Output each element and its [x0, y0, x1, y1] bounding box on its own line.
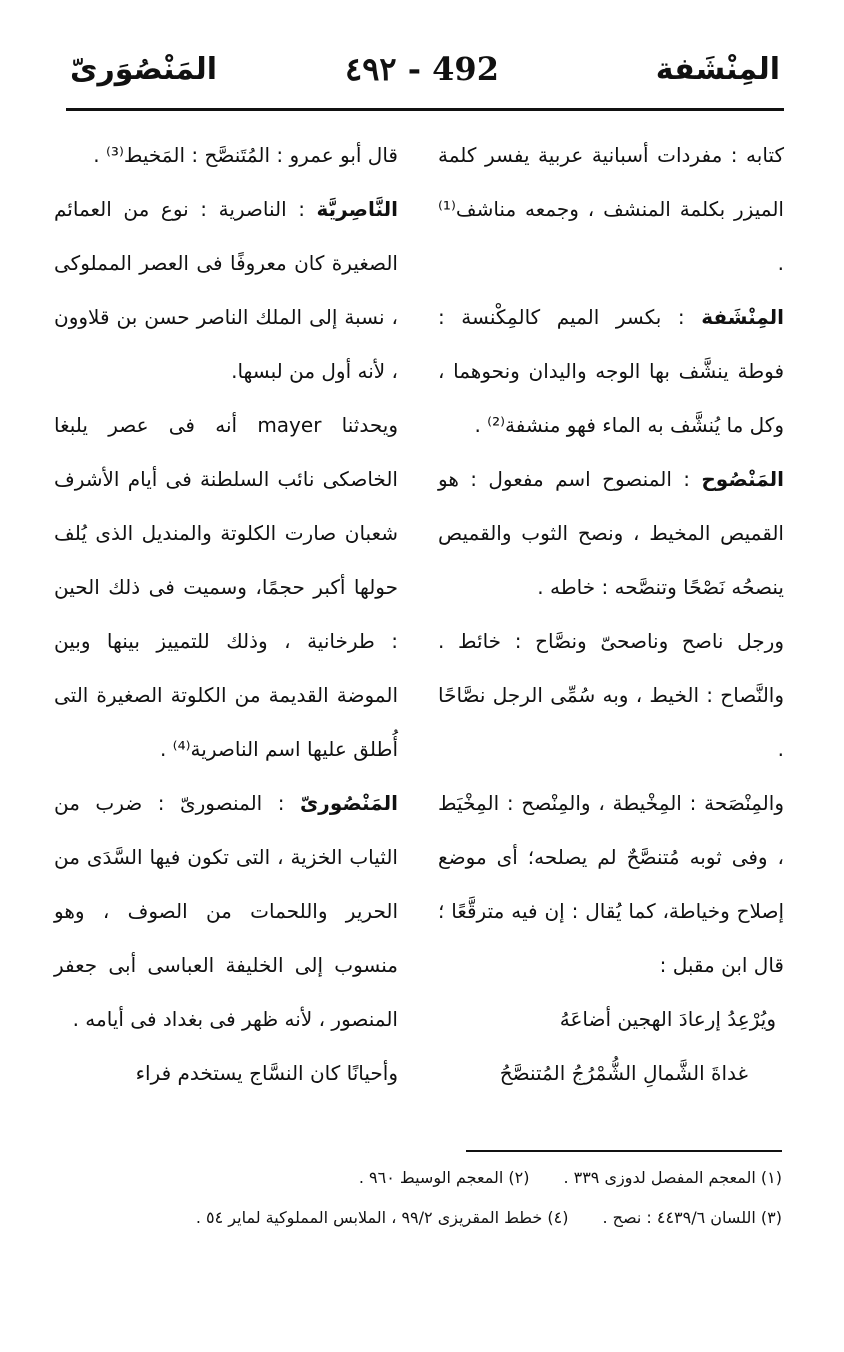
footnote-line [62, 1168, 782, 1188]
header-first-entry: المِنْشَفة [655, 52, 780, 87]
entry-headword: المَنْصُوح [701, 467, 784, 491]
entry-headword: المِنْشَفة [701, 305, 784, 329]
footnote: (٢) المعجم الوسيط ٩٦٠ . [358, 1168, 530, 1187]
entry-manshafa [438, 290, 784, 452]
entry-mansuh [438, 452, 784, 614]
header-rule [66, 108, 784, 111]
paragraph: كتابه : مفردات أسبانية عربية يفسر كلمة الميزر بكلمة المنشف ، وجمعه مناشف⁽¹⁾ . [438, 143, 784, 275]
footnote: (٤) خطط المقريزى ٩٩/٢ ، الملابس المملوكية لماير ٥٤ . [195, 1208, 569, 1227]
entry-nasiriyya [54, 182, 398, 398]
entry-definition: : الناصرية : نوع من العمائم الصغيرة كان معروفًا فى العصر المملوكى ، نسبة إلى الملك الناصر حسن بن قلاوون ، لأنه أول من لبسها. [54, 197, 398, 383]
paragraph: والمِنْصَحة : المِخْيطة ، والمِنْصح : المِخْيَط ، وفى ثوبه مُتنصَّحٌ لم يصلحه؛ أى موضع إصلاح وخياطة، كما يُقال : إن فيه مترقَّعًا ؛ قال ابن مقبل : [438, 791, 784, 977]
footnote-line [62, 1208, 782, 1228]
right-column [438, 128, 784, 1100]
entry-definition: : المنصورىّ : ضرب من الثياب الخزية ، التى تكون فيها السَّدَى من الحرير واللحمات من الصوف ، وهو منسوب إلى الخليفة العباسى أبى جعفر المنصور ، لأنه ظهر فى بغداد فى أيامه . [54, 791, 398, 1031]
entry-headword: النَّاصِريَّة [316, 197, 398, 221]
paragraph: ويحدثنا mayer أنه فى عصر يلبغا الخاصكى نائب السلطنة فى أيام الأشرف شعبان صارت الكلوتة والمنديل الذى يُلف حولها أكبر حجمًا، وسميت فى ذلك الحين : طرخانية ، وذلك للتمييز بينها وبين الموضة القديمة من الكلوتة الصغيرة التى أُطلق عليها اسم الناصرية⁽⁴⁾ . [54, 413, 398, 761]
footnote: (١) المعجم المفصل لدوزى ٣٣٩ . [563, 1168, 782, 1187]
footnote-rule [466, 1150, 782, 1152]
paragraph: وأحيانًا كان النسَّاج يستخدم فراء [135, 1061, 398, 1085]
header-last-entry: المَنْصُوَرىّ [70, 52, 218, 87]
left-column [54, 128, 398, 1100]
entry-mansuri [54, 776, 398, 1046]
poem-verse-1: ويُرْعِدُ إرعادَ الهجين أضاعَهُ [559, 1007, 776, 1031]
footnote: (٣) اللسان ٤٤٣٩/٦ : نصح . [602, 1208, 782, 1227]
entry-definition: : المنصوح اسم مفعول : هو القميص المخيط ، ونصح الثوب والقميص ينصحُه نَصْحًا وتنصَّحه : خاطه . [438, 467, 784, 599]
paragraph: ورجل ناصح وناصحىّ ونصَّاح : خائط . والنَّصاح : الخيط ، وبه سُمِّى الرجل نصَّاحًا . [438, 629, 784, 761]
poem-verse-2: غداةَ الشَّمالِ الشُّمْرُجُ المُتنصَّحُ [499, 1061, 748, 1085]
entry-headword: المَنْصُورىّ [299, 791, 398, 815]
page-number: ٤٩٢ - 492 [345, 50, 499, 88]
entry-definition: : بكسر الميم كالمِكْنسة : فوطة ينشَّف بها الوجه واليدان ونحوهما ، وكل ما يُنشَّف به الماء فهو منشفة⁽²⁾ . [438, 305, 784, 437]
paragraph: قال أبو عمرو : المُتَنصَّح : المَخيط⁽³⁾ . [93, 143, 398, 167]
